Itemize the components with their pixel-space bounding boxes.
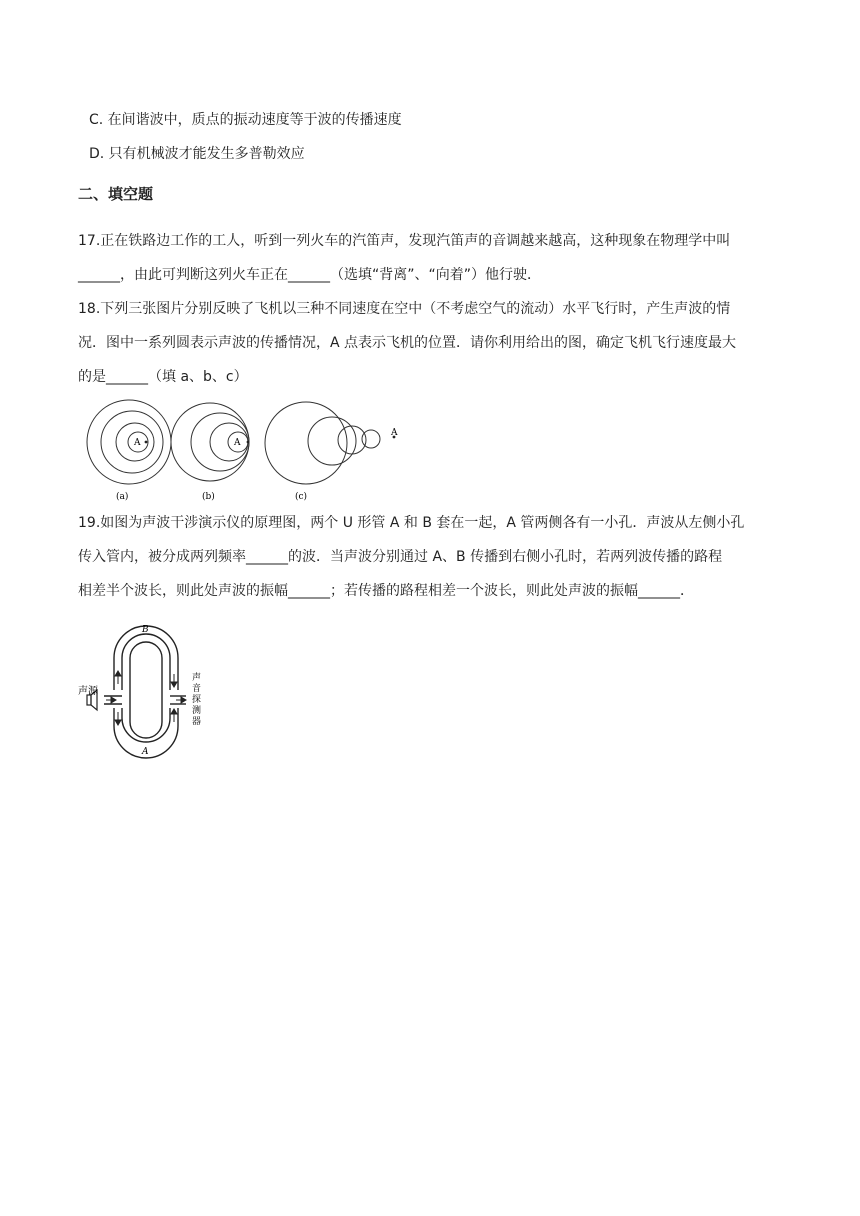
svg-text:器: 器 (192, 717, 202, 727)
tube-b-outer (114, 626, 178, 690)
section-title: 二、填空题 (78, 185, 154, 203)
figure-a-caption: (a) (116, 492, 129, 502)
direction-arrows (106, 671, 186, 725)
q19-line2: 传入管内，被分成两列频率______的波．当声波分别通过 A、B 传播到右侧小孔时，若两列波传播的路程 (78, 549, 723, 565)
detector-label (192, 671, 201, 727)
tube-a-label: A (142, 747, 149, 757)
q19-line3: 相差半个波长，则此处声波的振幅______；若传播的路程相差一个波长，则此处声波的振幅______． (78, 583, 694, 599)
q18-figure (76, 398, 406, 506)
q19-line1: 19.如图为声波干涉演示仪的原理图，两个 U 形管 A 和 B 套在一起，A 管两侧各有一小孔．声波从左侧小孔 (78, 515, 745, 531)
q17-line1: 17.正在铁路边工作的工人，听到一列火车的汽笛声，发现汽笛声的音调越来越高，这种现象在物理学中叫 (78, 233, 731, 249)
svg-text:声: 声 (192, 673, 202, 683)
figure-b-caption: (b) (202, 492, 215, 502)
figure-c-point-label: A (391, 428, 398, 438)
figure-c-caption: (c) (295, 492, 308, 502)
q18-line3: 的是______（填 a、b、c） (78, 369, 248, 385)
svg-text:测: 测 (192, 706, 202, 716)
figure-a-circles (87, 400, 171, 484)
q19-figure (76, 618, 216, 760)
figure-b-point-label: A (234, 438, 241, 448)
q18-line2: 况．图中一系列圆表示声波的传播情况，A 点表示飞机的位置．请你利用给出的图，确定飞机飞行速度最大 (78, 335, 737, 351)
svg-text:音: 音 (192, 684, 202, 694)
option-c: C. 在间谐波中，质点的振动速度等于波的传播速度 (89, 112, 402, 128)
inner-racetrack (130, 642, 162, 738)
q18-line1: 18.下列三张图片分别反映了飞机以三种不同速度在空中（不考虑空气的流动）水平飞行时，产生声波的情 (78, 301, 731, 317)
figure-c-circles (265, 402, 380, 484)
figure-a-point-label: A (134, 438, 141, 448)
option-d: D. 只有机械波才能发生多普勒效应 (89, 146, 305, 162)
svg-text:探: 探 (192, 695, 202, 705)
tube-b-label: B (142, 625, 149, 635)
tube-a-inner (122, 708, 170, 742)
q17-line2: ______，由此可判断这列火车正在______（选填“背离”、“向着”）他行驶． (78, 267, 542, 283)
sound-source-label: 声源 (78, 686, 98, 697)
